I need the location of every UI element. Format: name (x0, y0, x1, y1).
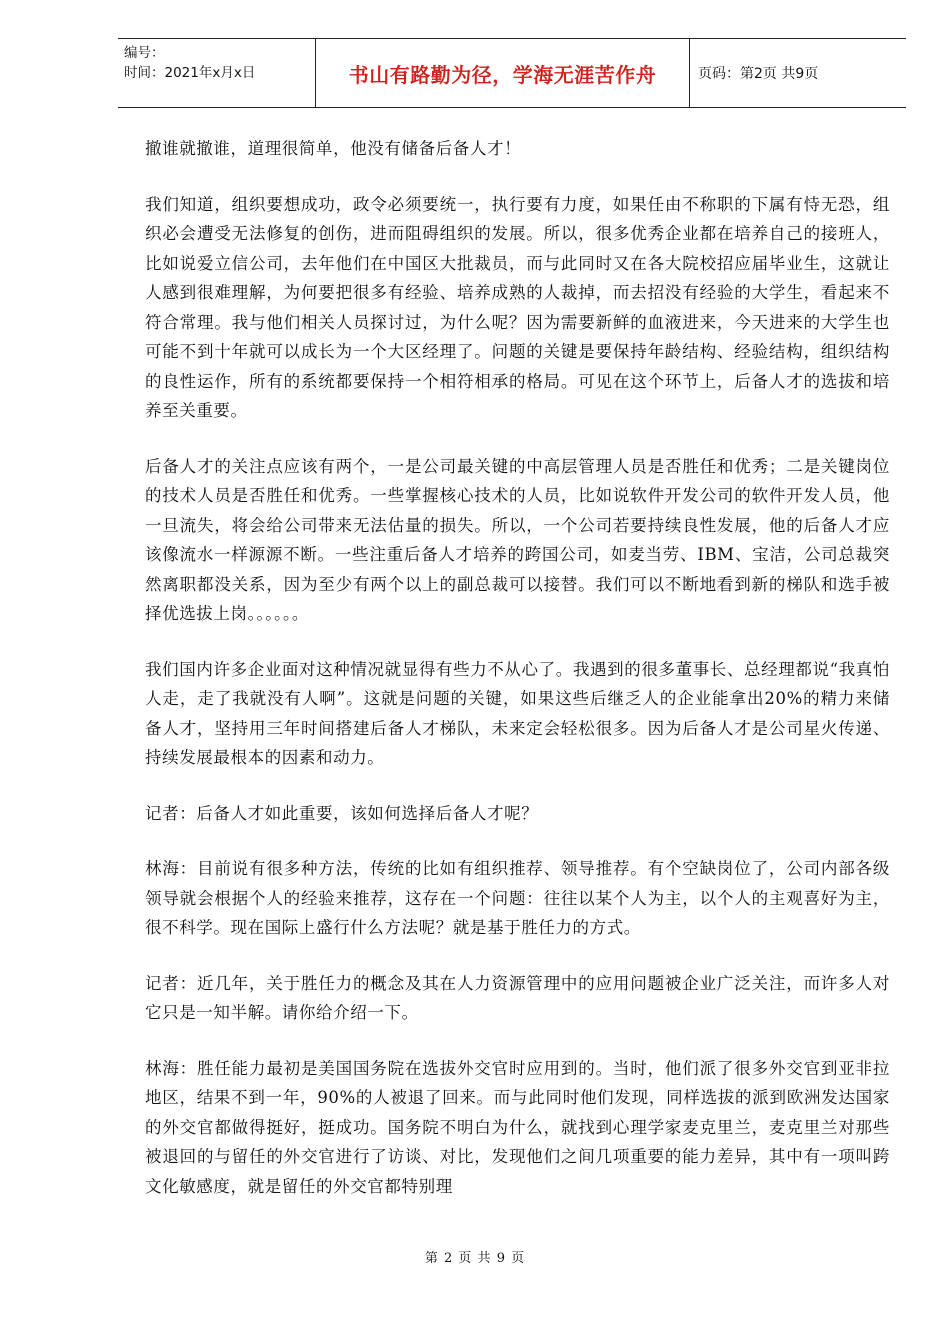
header-meta (118, 39, 316, 107)
paragraph: 后备人才的关注点应该有两个，一是公司最关键的中高层管理人员是否胜任和优秀；二是关键岗位的技术人员是否胜任和优秀。一些掌握核心技术的人员，比如说软件开发公司的软件开发人员，他一旦流失，将会给公司带来无法估量的损失。所以，一个公司若要持续良性发展，他的后备人才应该像流水一样源源不断。一些注重后备人才培养的跨国公司，如麦当劳、IBM、宝洁，公司总裁突然离职都没关系，因为至少有两个以上的副总裁可以接替。我们可以不断地看到新的梯队和选手被择优选拔上岗。。。。。。 (145, 456, 890, 623)
page-header (118, 38, 906, 108)
paragraph: 林海：胜任能力最初是美国国务院在选拔外交官时应用到的。当时，他们派了很多外交官到亚非拉地区，结果不到一年，90%的人被退了回来。而与此同时他们发现，同样选拔的派到欧洲发达国家的外交官都做得挺好，挺成功。国务院不明白为什么，就找到心理学家麦克里兰，麦克里兰对那些被退回的与留任的外交官进行了访谈、对比，发现他们之间几项重要的能力差异，其中有一项叫跨文化敏感度，就是留任的外交官都特别理 (145, 1058, 890, 1196)
paragraph: 撤谁就撤谁，道理很简单，他没有储备后备人才！ (145, 139, 522, 158)
header-page-info: 页码：第2页 共9页 (698, 66, 819, 82)
paragraph: 我们知道，组织要想成功，政令必须要统一，执行要有力度，如果任由不称职的下属有恃无恐，组织必会遭受无法修复的创伤，进而阻碍组织的发展。所以，很多优秀企业都在培养自己的接班人，比如说爱立信公司，去年他们在中国区大批裁员，而与此同时又在各大院校招应届毕业生，这就让人感到很难理解，为何要把很多有经验、培养成熟的人裁掉，而去招没有经验的大学生，看起来不符合常理。我与他们相关人员探讨过，为什么呢？因为需要新鲜的血液进来，今天进来的大学生也可能不到十年就可以成长为一个大区经理了。问题的关键是要保持年龄结构、经验结构，组织结构的良性运作，所有的系统都要保持一个相符相承的格局。可见在这个环节上，后备人才的选拔和培养至关重要。 (145, 194, 890, 420)
time-label: 时间：2021年x月x日 (124, 65, 256, 81)
header-motto: 书山有路勤为径，学海无涯苦作舟 (316, 39, 690, 107)
paragraph: 我们国内许多企业面对这种情况就显得有些力不从心了。我遇到的很多董事长、总经理都说“我真怕人走，走了我就没有人啊”。这就是问题的关键，如果这些后继乏人的企业能拿出20%的精力来储备人才，坚持用三年时间搭建后备人才梯队，未来定会轻松很多。因为后备人才是公司星火传递、持续发展最根本的因素和动力。 (145, 659, 890, 767)
paragraph: 记者：近几年，关于胜任力的概念及其在人力资源管理中的应用问题被企业广泛关注，而许多人对它只是一知半解。请你给介绍一下。 (145, 973, 890, 1022)
document-body (145, 134, 890, 1227)
page-footer: 第 2 页 共 9 页 (424, 1251, 526, 1266)
paragraph: 记者：后备人才如此重要，该如何选择后备人才呢？ (145, 803, 539, 823)
paragraph: 林海：目前说有很多种方法，传统的比如有组织推荐、领导推荐。有个空缺岗位了，公司内部各级领导就会根据个人的经验来推荐，这存在一个问题：往往以某个人为主，以个人的主观喜好为主，很不科学。现在国际上盛行什么方法呢？就是基于胜任力的方式。 (145, 859, 890, 937)
serial-label: 编号： (124, 45, 165, 61)
